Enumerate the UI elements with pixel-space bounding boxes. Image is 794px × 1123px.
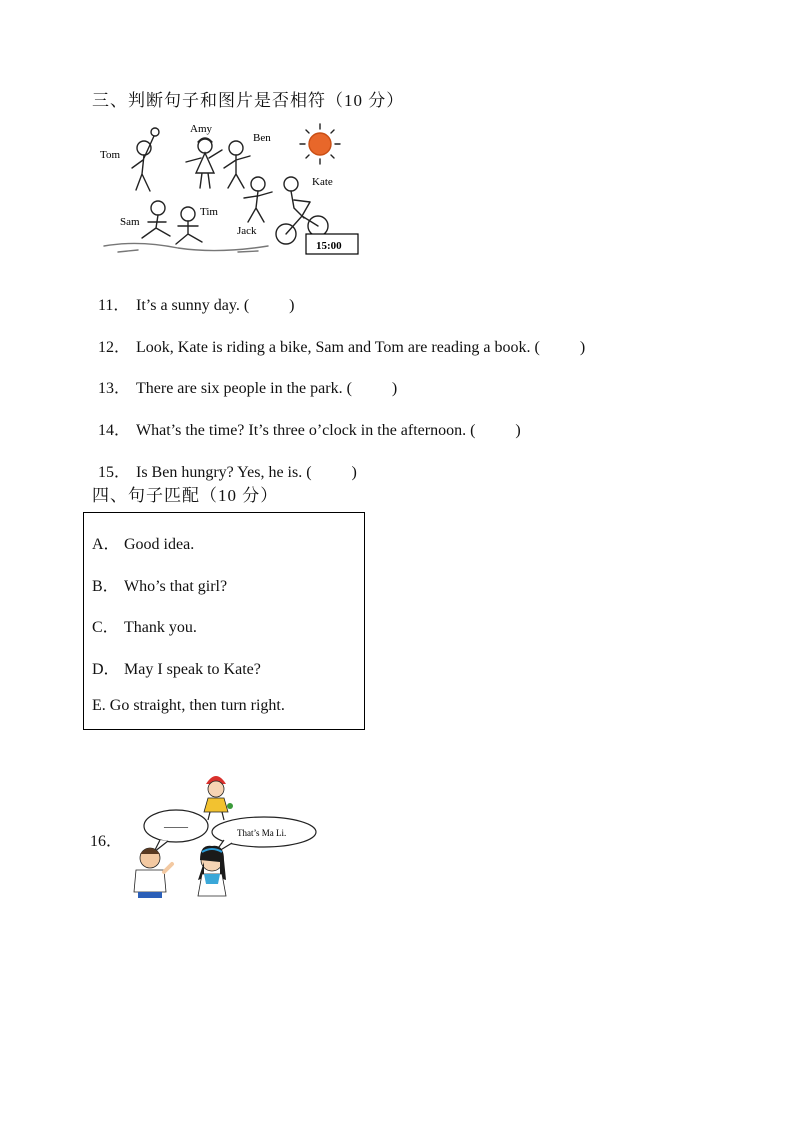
park-scene-illustration: [98, 118, 366, 260]
question-number: 15．: [98, 464, 131, 481]
option-c: C． Thank you.: [92, 619, 197, 636]
section-3-title: 三、判断句子和图片是否相符（10 分）: [92, 91, 405, 110]
question-number: 13．: [98, 380, 131, 397]
question-16-illustration: [120, 768, 325, 902]
question-15: [90, 441, 357, 482]
section-4-title: 四、句子匹配（10 分）: [92, 486, 279, 505]
amy-figure: [198, 139, 212, 153]
sun-icon: [300, 124, 340, 164]
label-tim: Tim: [200, 206, 218, 218]
speech-bubble-left-text: ——: [164, 819, 188, 833]
question-11: [90, 274, 295, 315]
label-ben: Ben: [253, 132, 271, 144]
question-text: Look, Kate is riding a bike, Sam and Tom are reading a book. ( ): [136, 339, 586, 356]
label-jack: Jack: [237, 225, 257, 237]
label-amy: Amy: [190, 123, 212, 135]
question-12: [90, 316, 585, 357]
question-13: [90, 357, 397, 398]
tim-figure: [181, 207, 195, 221]
question-text: Is Ben hungry? Yes, he is. ( ): [136, 464, 357, 481]
question-number: 12．: [98, 339, 131, 356]
question-number: 11．: [98, 297, 130, 314]
question-14: [90, 399, 521, 440]
sam-figure: [151, 201, 165, 215]
girl-figure: [198, 846, 226, 896]
option-b: B． Who’s that girl?: [92, 578, 228, 595]
question-text: What’s the time? It’s three o’clock in the afternoon. ( ): [136, 422, 521, 439]
jack-figure: [251, 177, 265, 191]
speech-bubble-right-text: That’s Ma Li.: [237, 828, 287, 838]
question-text: There are six people in the park. ( ): [136, 380, 398, 397]
question-16-number: 16．: [90, 833, 123, 850]
girl-red-hat-figure: [204, 776, 233, 820]
ben-figure: [229, 141, 243, 155]
option-d: D． May I speak to Kate?: [92, 661, 261, 678]
option-e: E. Go straight, then turn right.: [92, 697, 285, 714]
label-kate: Kate: [312, 176, 333, 188]
clock-time: 15:00: [316, 240, 342, 252]
question-text: It’s a sunny day. ( ): [136, 297, 295, 314]
label-sam: Sam: [120, 216, 140, 228]
kate-figure: [284, 177, 298, 191]
label-tom: Tom: [100, 149, 121, 161]
option-a: A． Good idea.: [92, 536, 195, 553]
question-number: 14．: [98, 422, 131, 439]
boy-figure: [134, 848, 172, 898]
options-box: [83, 512, 365, 730]
